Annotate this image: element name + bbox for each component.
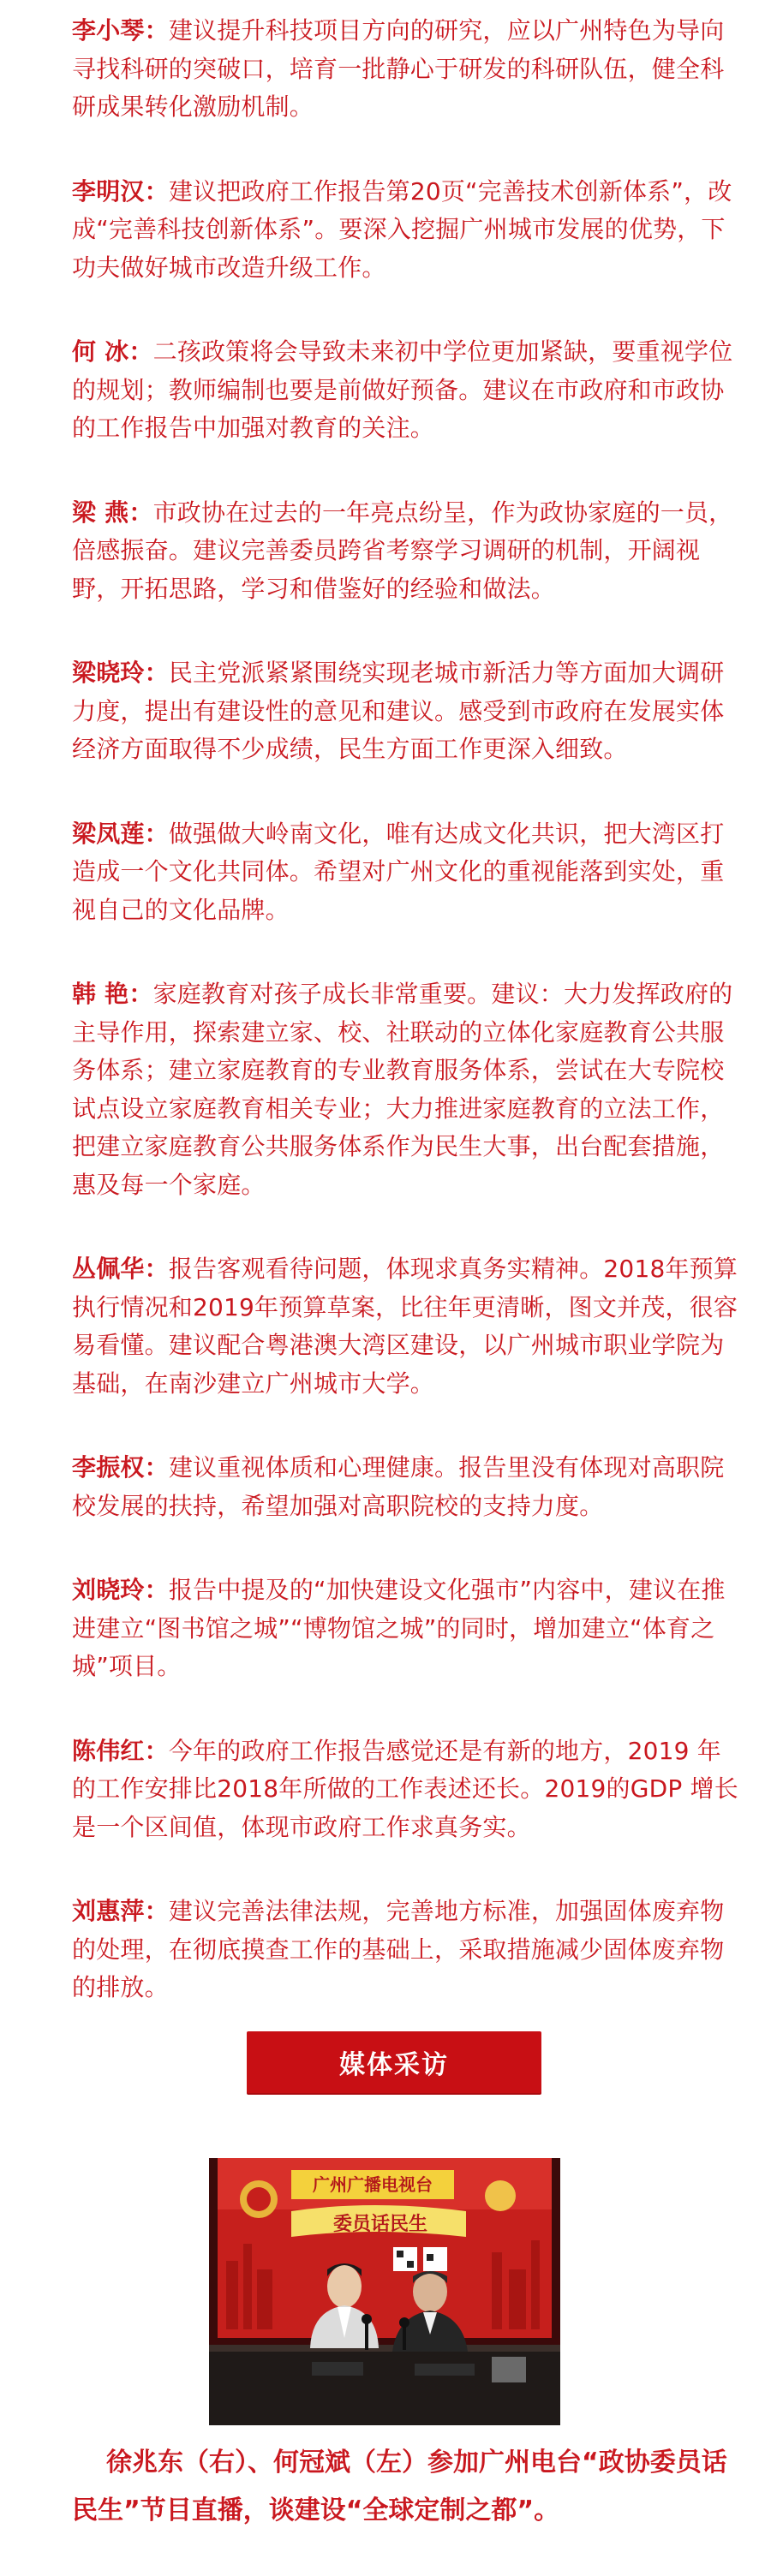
- comment-text: 建议完善法律法规，完善地方标准，加强固体废弃物的处理，在彻底摸查工作的基础上，采取措施减少固体废弃物的排放。: [72, 1897, 725, 2001]
- speaker-name: 何 冰: [72, 337, 129, 366]
- speaker-name: 梁凤莲: [72, 819, 145, 848]
- speaker-name: 陈伟红: [72, 1736, 145, 1765]
- speaker-name: 刘晓玲: [72, 1576, 145, 1604]
- comment-entry: 丛佩华：报告客观看待问题，体现求真务实精神。2018年预算执行情况和2019年预算草案，比往年更清晰，图文并茂，很容易看懂。建议配合粤港澳大湾区建设，以广州城市职业学院为基础，在南沙建立广州城市大学。: [72, 1255, 738, 1398]
- speaker-name: 刘惠萍: [72, 1897, 145, 1925]
- photo-caption: 徐兆东（右）、何冠斌（左）参加广州电台“政协委员话民生”节目直播，谈建设“全球定制之都”。: [72, 2448, 727, 2525]
- comment-entry: 李明汉：建议把政府工作报告第20页“完善技术创新体系”，改成“完善科技创新体系”。要深入挖掘广州城市发展的优势，下功夫做好城市改造升级工作。: [72, 176, 732, 282]
- comment-entry: 梁凤莲：做强做大岭南文化，唯有达成文化共识，把大湾区打造成一个文化共同体。希望对广州文化的重视能落到实处，重视自己的文化品牌。: [72, 819, 725, 924]
- comment-text: 报告客观看待问题，体现求真务实精神。2018年预算执行情况和2019年预算草案，比往年更清晰，图文并茂，很容易看懂。建议配合粤港澳大湾区建设，以广州城市职业学院为基础，在南沙建立广州城市大学。: [72, 1255, 738, 1398]
- comment-text: 做强做大岭南文化，唯有达成文化共识，把大湾区打造成一个文化共同体。希望对广州文化的重视能落到实处，重视自己的文化品牌。: [72, 819, 725, 924]
- microphone-icon: [362, 2314, 372, 2324]
- media-interview-button[interactable]: 媒体采访: [247, 2031, 541, 2093]
- speaker-name: 韩 艳: [72, 980, 129, 1008]
- comment-text: 今年的政府工作报告感觉还是有新的地方，2019 年的工作安排比2018年所做的工作表述还长。2019的GDP 增长是一个区间值，体现市政府工作求真务实。: [72, 1736, 738, 1841]
- comment-text: 市政协在过去的一年亮点纷呈，作为政协家庭的一员，倍感振奋。建议完善委员跨省考察学习调研的机制，开阔视野，开拓思路，学习和借鉴好的经验和做法。: [72, 498, 733, 603]
- speaker-name: 梁 燕: [72, 498, 129, 527]
- speaker-name: 丛佩华: [72, 1255, 145, 1283]
- comment-text: 二孩政策将会导致未来初中学位更加紧缺，要重视学位的规划；教师编制也要是前做好预备。建议在市政府和市政协的工作报告中加强对教育的关注。: [72, 337, 733, 442]
- comment-text: 民主党派紧紧围绕实现老城市新活力等方面加大调研力度，提出有建设性的意见和建议。感受到市政府在发展实体经济方面取得不少成绩，民生方面工作更深入细致。: [72, 659, 725, 763]
- comment-entry: 李振权：建议重视体质和心理健康。报告里没有体现对高职院校发展的扶持，希望加强对高职院校的支持力度。: [72, 1453, 725, 1520]
- interview-photo: [209, 2158, 560, 2425]
- comment-entry: 刘晓玲：报告中提及的“加快建设文化强市”内容中，建议在推进建立“图书馆之城”“博物馆之城”的同时，增加建立“体育之城”项目。: [72, 1576, 726, 1680]
- speaker-name: 李振权: [72, 1453, 145, 1482]
- article-body: [72, 12, 740, 2054]
- comment-text: 建议把政府工作报告第20页“完善技术创新体系”，改成“完善科技创新体系”。要深入挖掘广州城市发展的优势，下功夫做好城市改造升级工作。: [72, 176, 732, 282]
- comment-text: 建议重视体质和心理健康。报告里没有体现对高职院校发展的扶持，希望加强对高职院校的支持力度。: [72, 1453, 725, 1520]
- comment-entry: 刘惠萍：建议完善法律法规，完善地方标准，加强固体废弃物的处理，在彻底摸查工作的基础上，采取措施减少固体废弃物的排放。: [72, 1897, 725, 2001]
- speaker-name: 李明汉: [72, 176, 145, 206]
- comment-entry: 梁晓玲：民主党派紧紧围绕实现老城市新活力等方面加大调研力度，提出有建设性的意见和建议。感受到市政府在发展实体经济方面取得不少成绩，民生方面工作更深入细致。: [72, 659, 725, 763]
- comment-text: 建议提升科技项目方向的研究，应以广州特色为导向寻找科研的突破口，培育一批静心于研发的科研队伍，健全科研成果转化激励机制。: [72, 16, 725, 121]
- comment-entry: 陈伟红：今年的政府工作报告感觉还是有新的地方，2019 年的工作安排比2018年所做的工作表述还长。2019的GDP 增长是一个区间值，体现市政府工作求真务实。: [72, 1736, 738, 1841]
- speaker-name: 李小琴: [72, 16, 145, 45]
- comment-entry: 何 冰：二孩政策将会导致未来初中学位更加紧缺，要重视学位的规划；教师编制也要是前做好预备。建议在市政府和市政协的工作报告中加强对教育的关注。: [72, 337, 733, 442]
- banner-subtitle: 委员话民生: [332, 2214, 428, 2235]
- comment-entry: 李小琴：建议提升科技项目方向的研究，应以广州特色为导向寻找科研的突破口，培育一批静心于研发的科研队伍，健全科研成果转化激励机制。: [72, 16, 725, 121]
- speaker-name: 梁晓玲: [72, 659, 145, 687]
- comment-entry: 梁 燕：市政协在过去的一年亮点纷呈，作为政协家庭的一员，倍感振奋。建议完善委员跨省考察学习调研的机制，开阔视野，开拓思路，学习和借鉴好的经验和做法。: [72, 498, 733, 603]
- banner-title: 广州广播电视台: [313, 2174, 433, 2195]
- comment-text: 报告中提及的“加快建设文化强市”内容中，建议在推进建立“图书馆之城”“博物馆之城”的同时，增加建立“体育之城”项目。: [72, 1576, 726, 1680]
- comment-text: 家庭教育对孩子成长非常重要。建议：大力发挥政府的主导作用，探索建立家、校、社联动的立体化家庭教育公共服务体系；建立家庭教育的专业教育服务体系，尝试在大专院校试点设立家庭教育相关专业；大力推进家庭教育的立法工作，把建立家庭教育公共服务体系作为民生大事，出台配套措施，惠及每一个家庭。: [72, 980, 733, 1199]
- comment-entry: 韩 艳：家庭教育对孩子成长非常重要。建议：大力发挥政府的主导作用，探索建立家、校、社联动的立体化家庭教育公共服务体系；建立家庭教育的专业教育服务体系，尝试在大专院校试点设立家庭教育相关专业；大力推进家庭教育的立法工作，把建立家庭教育公共服务体系作为民生大事，出台配套措施，惠及每一个家庭。: [72, 980, 733, 1199]
- badge-icon: [485, 2180, 516, 2211]
- microphone-icon: [399, 2317, 409, 2328]
